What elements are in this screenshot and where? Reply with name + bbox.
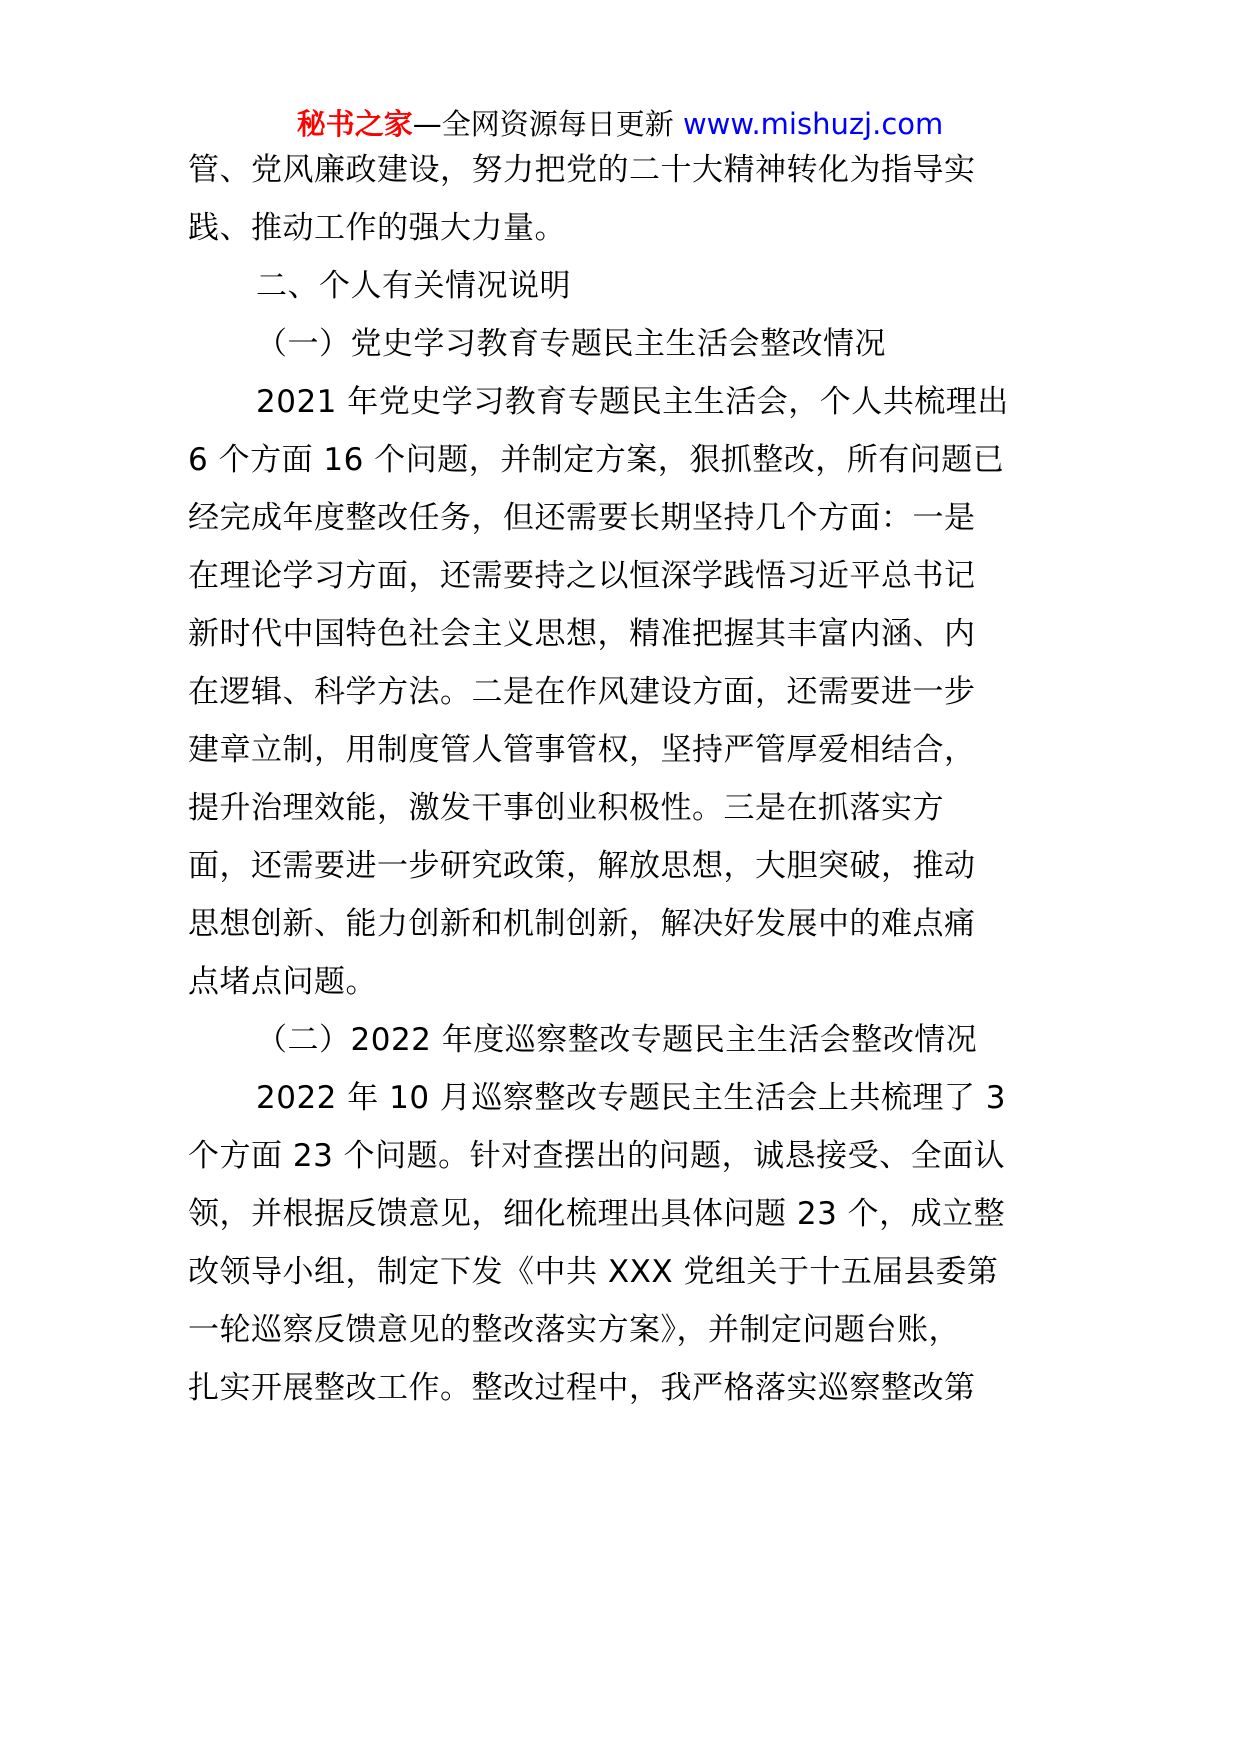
text-line: 在逻辑、科学方法。二是在作风建设方面，还需要进一步 (188, 674, 976, 710)
section-heading: 二、个人有关情况说明 (256, 268, 571, 304)
brand-name: 秘书之家 (296, 107, 413, 141)
subsection-heading: （一）党史学习教育专题民主生活会整改情况 (256, 326, 886, 362)
site-header (0, 104, 1240, 144)
text-line: 一轮巡察反馈意见的整改落实方案》，并制定问题台账， (188, 1312, 960, 1348)
subsection-heading: （二）2022 年度巡察整改专题民主生活会整改情况 (256, 1022, 978, 1058)
text-line: 提升治理效能，激发干事创业积极性。三是在抓落实方 (188, 790, 944, 826)
text-line: 在理论学习方面，还需要持之以恒深学践悟习近平总书记 (188, 558, 976, 594)
text-line: 个方面 23 个问题。针对查摆出的问题，诚恳接受、全面认 (188, 1138, 1006, 1174)
text-line: 建章立制，用制度管人管事管权，坚持严管厚爱相结合， (188, 732, 976, 768)
text-line: 面，还需要进一步研究政策，解放思想，大胆突破，推动 (188, 848, 976, 884)
header-tagline: —全网资源每日更新 (412, 107, 683, 141)
site-url-link[interactable]: www.mishuzj.com (682, 107, 944, 141)
text-line: 思想创新、能力创新和机制创新，解决好发展中的难点痛 (188, 906, 976, 942)
text-line: 2021 年党史学习教育专题民主生活会，个人共梳理出 (256, 384, 1009, 420)
text-line: 经完成年度整改任务，但还需要长期坚持几个方面：一是 (188, 500, 976, 536)
text-line: 新时代中国特色社会主义思想，精准把握其丰富内涵、内 (188, 616, 976, 652)
text-line: 2022 年 10 月巡察整改专题民主生活会上共梳理了 3 (256, 1080, 1006, 1116)
text-line: 扎实开展整改工作。整改过程中，我严格落实巡察整改第 (188, 1370, 976, 1406)
text-line: 领，并根据反馈意见，细化梳理出具体问题 23 个，成立整 (188, 1196, 1006, 1232)
text-line: 践、推动工作的强大力量。 (188, 210, 566, 246)
text-line: 点堵点问题。 (188, 964, 377, 1000)
text-line: 6 个方面 16 个问题，并制定方案，狠抓整改，所有问题已 (188, 442, 1005, 478)
text-line: 管、党风廉政建设，努力把党的二十大精神转化为指导实 (188, 152, 976, 188)
text-line: 改领导小组，制定下发《中共 XXX 党组关于十五届县委第 (188, 1254, 999, 1290)
